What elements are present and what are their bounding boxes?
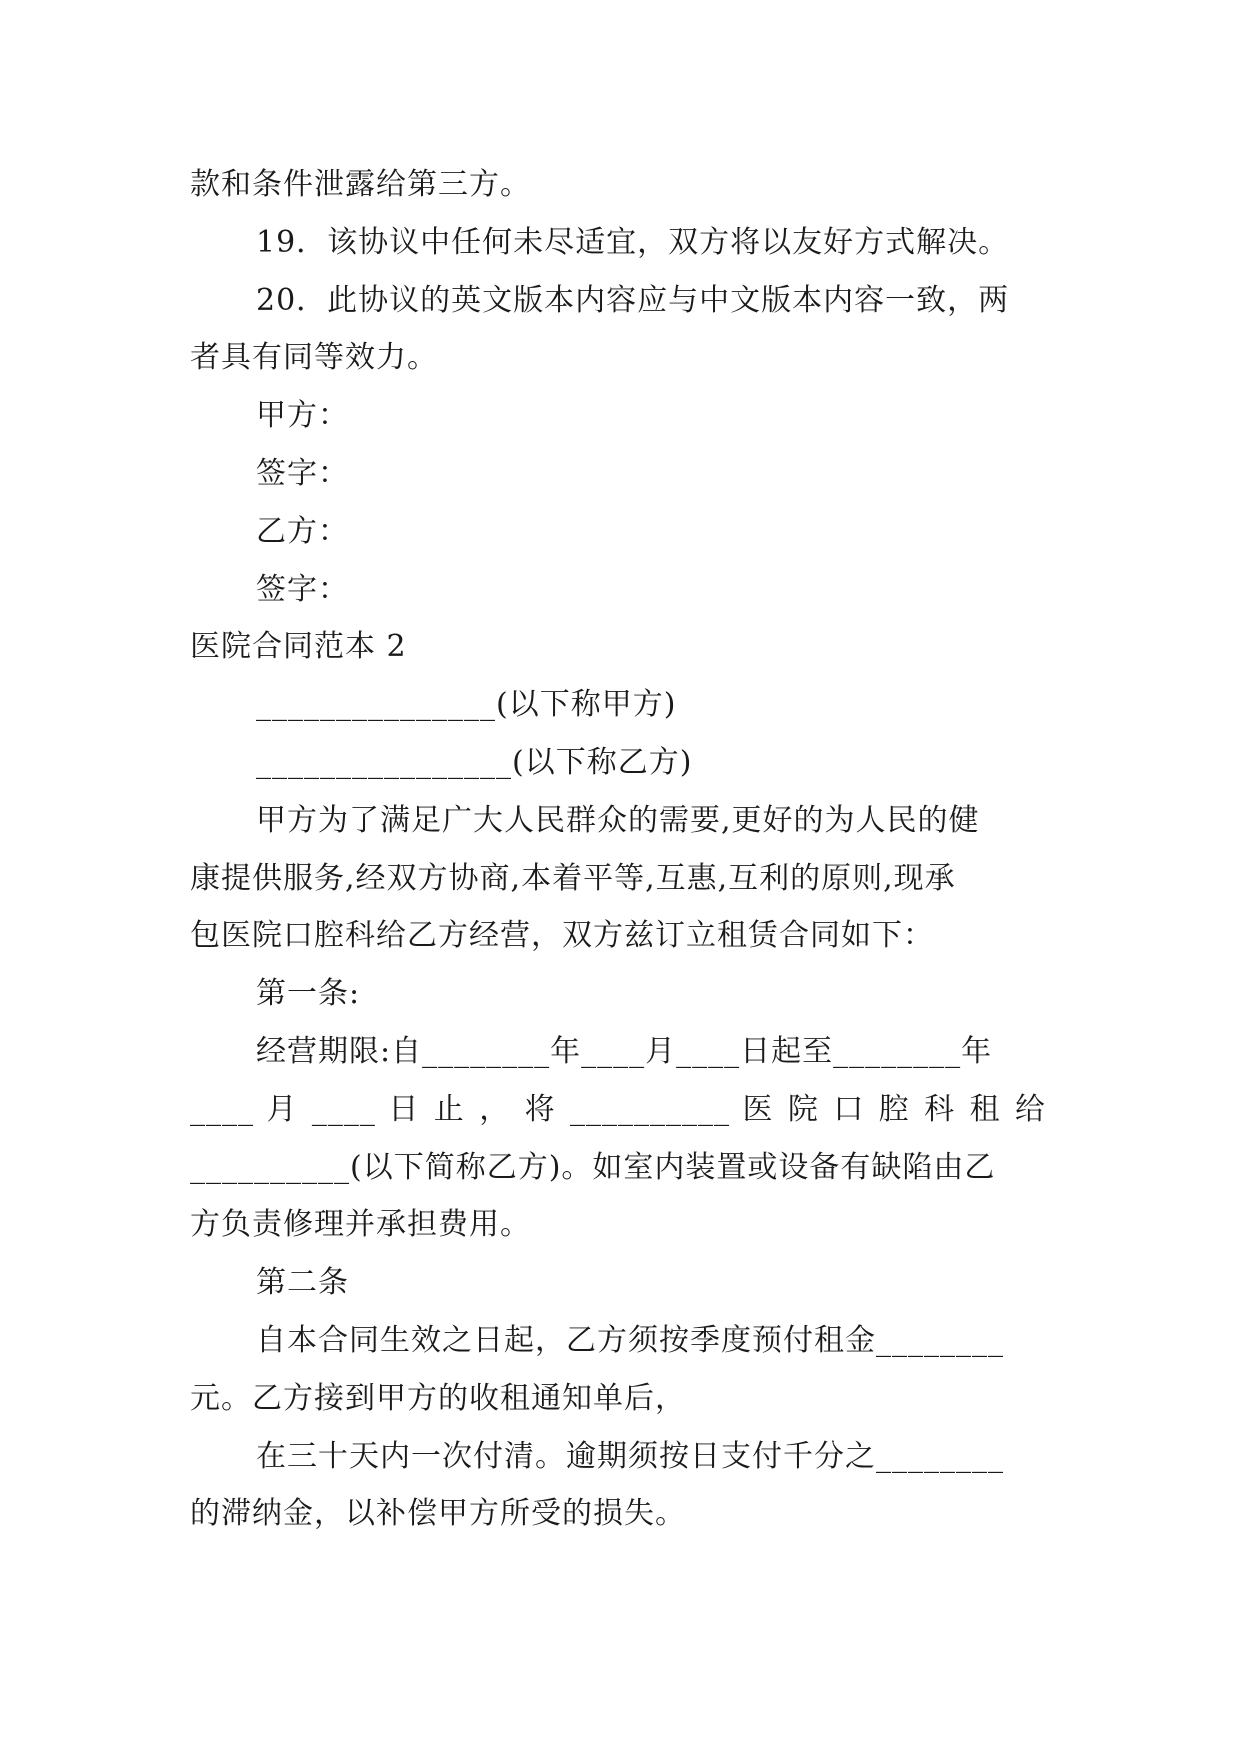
paragraph-line-clause20: 20．此协议的英文版本内容应与中文版本内容一致，两	[256, 283, 1010, 318]
paragraph-line-clause20-end: 者具有同等效力。	[190, 340, 438, 375]
party-a-signature-label: 签字：	[256, 456, 349, 491]
article-two-line-2: 元。乙方接到甲方的收租通知单后，	[190, 1381, 686, 1416]
party-b-label: 乙方：	[256, 514, 349, 549]
party-a-label: 甲方：	[256, 398, 349, 433]
section-title: 医院合同范本 2	[190, 629, 407, 664]
paragraph-line-clause19: 19．该协议中任何未尽适宜，双方将以友好方式解决。	[256, 225, 1010, 260]
intro-line-2: 康提供服务,经双方协商,本着平等,互惠,互利的原则,现承	[190, 861, 956, 896]
party-b-blank-line: ________________(以下称乙方)	[256, 745, 693, 780]
article-one-line-2: ____ 月 ____ 日 止 ， 将 __________ 医 院 口 腔 科 租 给	[190, 1092, 1046, 1127]
intro-line-1: 甲方为了满足广大人民群众的需要,更好的为人民的健	[256, 803, 980, 838]
article-two-heading: 第二条	[256, 1265, 349, 1300]
intro-line-3: 包医院口腔科给乙方经营，双方兹订立租赁合同如下：	[190, 918, 934, 953]
article-two-line-3: 在三十天内一次付清。逾期须按日支付千分之________	[256, 1439, 1004, 1474]
party-b-signature-label: 签字：	[256, 572, 349, 607]
article-one-line-3: __________(以下简称乙方)。如室内装置或设备有缺陷由乙	[190, 1150, 996, 1185]
article-one-heading: 第一条:	[256, 976, 361, 1011]
party-a-blank-line: _______________(以下称甲方)	[256, 687, 677, 722]
article-two-line-4: 的滞纳金，以补偿甲方所受的损失。	[190, 1496, 686, 1531]
article-two-line-1: 自本合同生效之日起，乙方须按季度预付租金________	[256, 1323, 1004, 1358]
article-one-line-4: 方负责修理并承担费用。	[190, 1207, 531, 1242]
paragraph-line-clause18-end: 款和条件泄露给第三方。	[190, 167, 531, 202]
article-one-line-1: 经营期限:自________年____月____日起至________年	[256, 1034, 993, 1069]
